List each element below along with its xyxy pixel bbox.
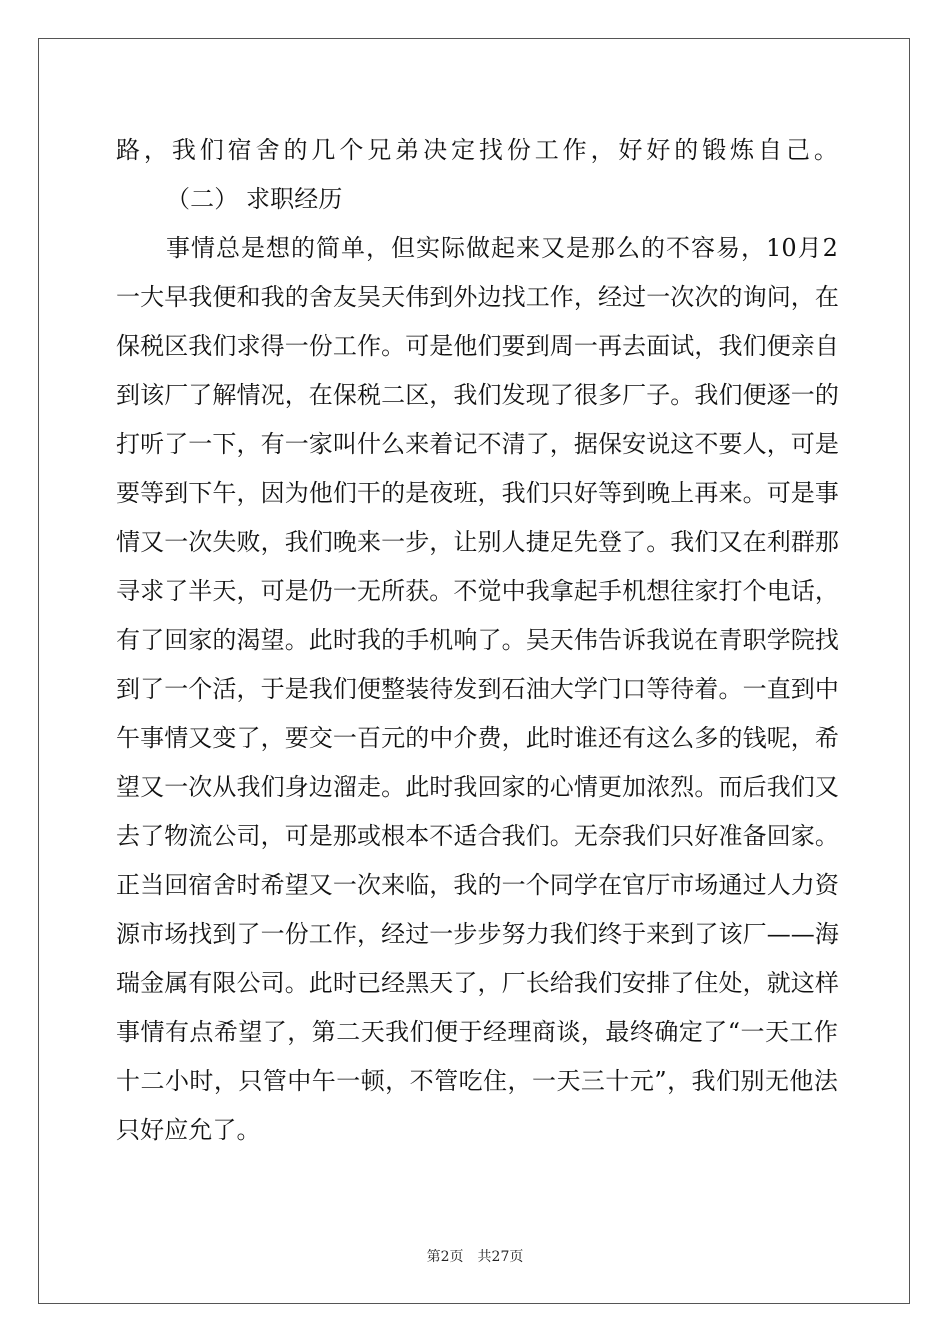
page-number-footer: 第2页 共27页 [426, 1249, 524, 1265]
text-line: 望又一次从我们身边溜走。此时我回家的心情更加浓烈。而后我们又 [116, 773, 839, 801]
section-heading: （二） 求职经历 [166, 185, 343, 213]
text-line: 要等到下午，因为他们干的是夜班，我们只好等到晚上再来。可是事 [116, 479, 839, 507]
text-line: 到该厂了解情况，在保税二区，我们发现了很多厂子。我们便逐一的 [116, 381, 839, 409]
text-line: 正当回宿舍时希望又一次来临，我的一个同学在官厅市场通过人力资 [116, 871, 839, 899]
text-line: 路，我们宿舍的几个兄弟决定找份工作，好好的锻炼自己。 [116, 136, 838, 164]
text-line: 源市场找到了一份工作，经过一步步努力我们终于来到了该厂——海 [116, 920, 839, 948]
text-line: 打听了一下，有一家叫什么来着记不清了，据保安说这不要人，可是 [116, 430, 839, 458]
text-line: 去了物流公司，可是那或根本不适合我们。无奈我们只好准备回家。 [116, 822, 839, 850]
text-line: 事情总是想的简单，但实际做起来又是那么的不容易，10月2 [166, 234, 838, 262]
text-line: 午事情又变了，要交一百元的中介费，此时谁还有这么多的钱呢，希 [116, 724, 839, 752]
text-line: 情又一次失败，我们晚来一步，让别人捷足先登了。我们又在利群那 [116, 528, 839, 556]
document-body [116, 126, 838, 1155]
text-line: 寻求了半天，可是仍一无所获。不觉中我拿起手机想往家打个电话， [116, 577, 839, 605]
text-line: 瑞金属有限公司。此时已经黑天了，厂长给我们安排了住处，就这样 [116, 969, 839, 997]
text-line: 只好应允了。 [116, 1116, 261, 1144]
text-line: 一大早我便和我的舍友吴天伟到外边找工作，经过一次次的询问，在 [116, 283, 839, 311]
text-line: 十二小时，只管中午一顿，不管吃住，一天三十元”，我们别无他法 [116, 1067, 838, 1095]
text-line: 事情有点希望了，第二天我们便于经理商谈，最终确定了“一天工作 [116, 1018, 838, 1046]
text-line: 到了一个活，于是我们便整装待发到石油大学门口等待着。一直到中 [116, 675, 839, 703]
text-line: 保税区我们求得一份工作。可是他们要到周一再去面试，我们便亲自 [116, 332, 839, 360]
text-line: 有了回家的渴望。此时我的手机响了。吴天伟告诉我说在青职学院找 [116, 626, 839, 654]
